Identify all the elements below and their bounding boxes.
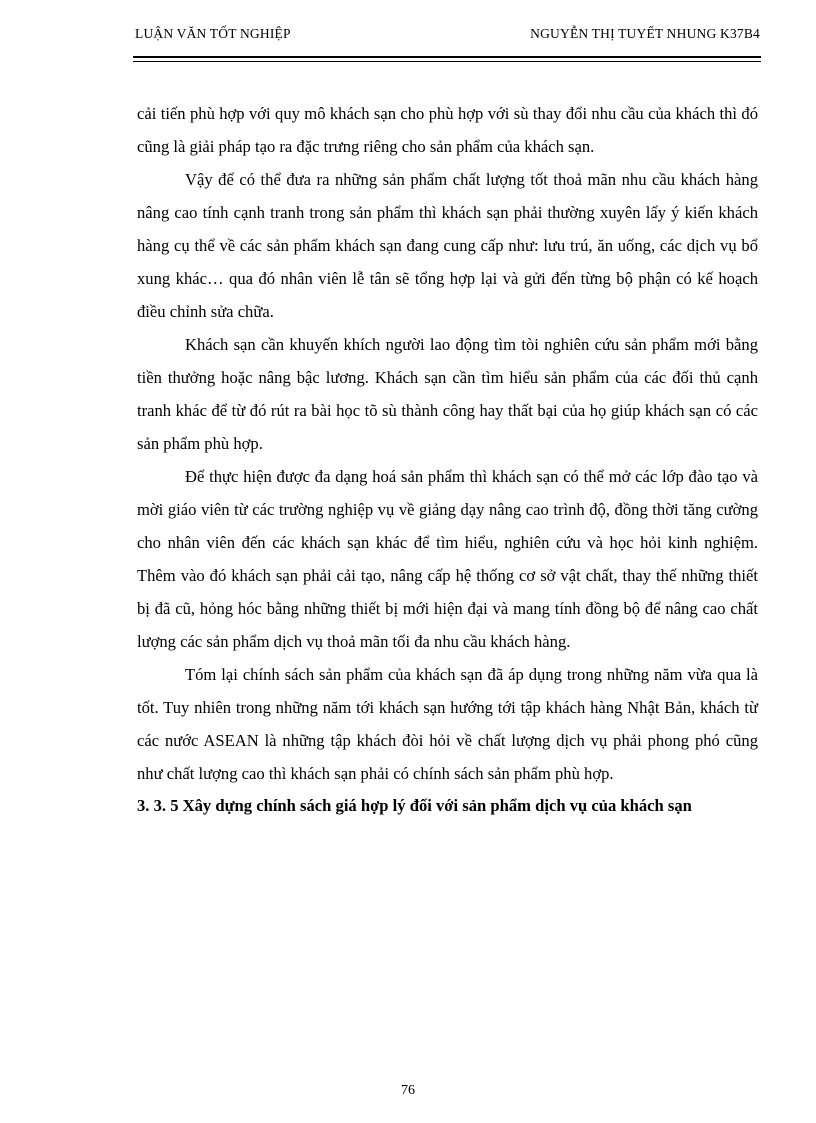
section-heading: 3. 3. 5 Xây dựng chính sách giá hợp lý đối với sản phẩm dịch vụ của khách sạn (137, 796, 692, 815)
header-thesis-title: LUẬN VĂN TỐT NGHIỆP (135, 26, 291, 41)
body-text (137, 97, 758, 822)
header-rule-thin (133, 61, 761, 62)
paragraph: Để thực hiện được đa dạng hoá sản phẩm thì khách sạn có thể mở các lớp đào tạo và mời giáo viên từ các trường nghiệp vụ về giảng dạy nâng cao trình độ, đồng thời tăng cường cho nhân viên đến các khách sạn khác để tìm hiểu, nghiên cứu và học hỏi kinh nghiệm. Thêm vào đó khách sạn phải cải tạo, nâng cấp hệ thống cơ sở vật chất, thay thế những thiết bị đã cũ, hỏng hóc bằng những thiết bị mới hiện đại và mang tính đồng bộ để nâng cao chất lượng các sản phẩm dịch vụ thoả mãn tối đa nhu cầu khách hàng. (137, 467, 758, 651)
paragraph-continuation: cải tiến phù hợp với quy mô khách sạn cho phù hợp với sù thay đổi nhu cầu của khách thì đó cũng là giải pháp tạo ra đặc trưng riêng cho sản phẩm của khách sạn. (137, 104, 758, 156)
page-header (135, 26, 760, 48)
paragraph: Khách sạn cần khuyến khích người lao động tìm tòi nghiên cứu sản phẩm mới bằng tiền thưởng hoặc nâng bậc lương. Khách sạn cần tìm hiểu sản phẩm của các đối thủ cạnh tranh khác để từ đó rút ra bài học tõ sù thành công hay thất bại của họ giúp khách sạn có các sản phẩm phù hợp. (137, 335, 758, 453)
header-author: NGUYỄN THỊ TUYẾT NHUNG K37B4 (530, 26, 760, 41)
paragraph: Tóm lại chính sách sản phẩm của khách sạn đã áp dụng trong những năm vừa qua là tốt. Tuy nhiên trong những năm tới khách sạn hướng tới tập khách hàng Nhật Bản, khách từ các nước ASEAN là những tập khách đòi hỏi về chất lượng dịch vụ phải phong phó cũng như chất lượng cao thì khách sạn phải có chính sách sản phẩm phù hợp. (137, 665, 758, 783)
page-number: 76 (401, 1083, 415, 1098)
header-rule-thick (133, 56, 761, 58)
paragraph: Vậy để có thể đưa ra những sản phẩm chất lượng tốt thoả mãn nhu cầu khách hàng nâng cao tính cạnh tranh trong sản phẩm thì khách sạn phải thường xuyên lấy ý kiến khách hàng cụ thể về các sản phẩm khách sạn đang cung cấp như: lưu trú, ăn uống, các dịch vụ bổ xung khác… qua đó nhân viên lễ tân sẽ tổng hợp lại và gửi đến từng bộ phận có kế hoạch điều chỉnh sửa chữa. (137, 170, 758, 321)
